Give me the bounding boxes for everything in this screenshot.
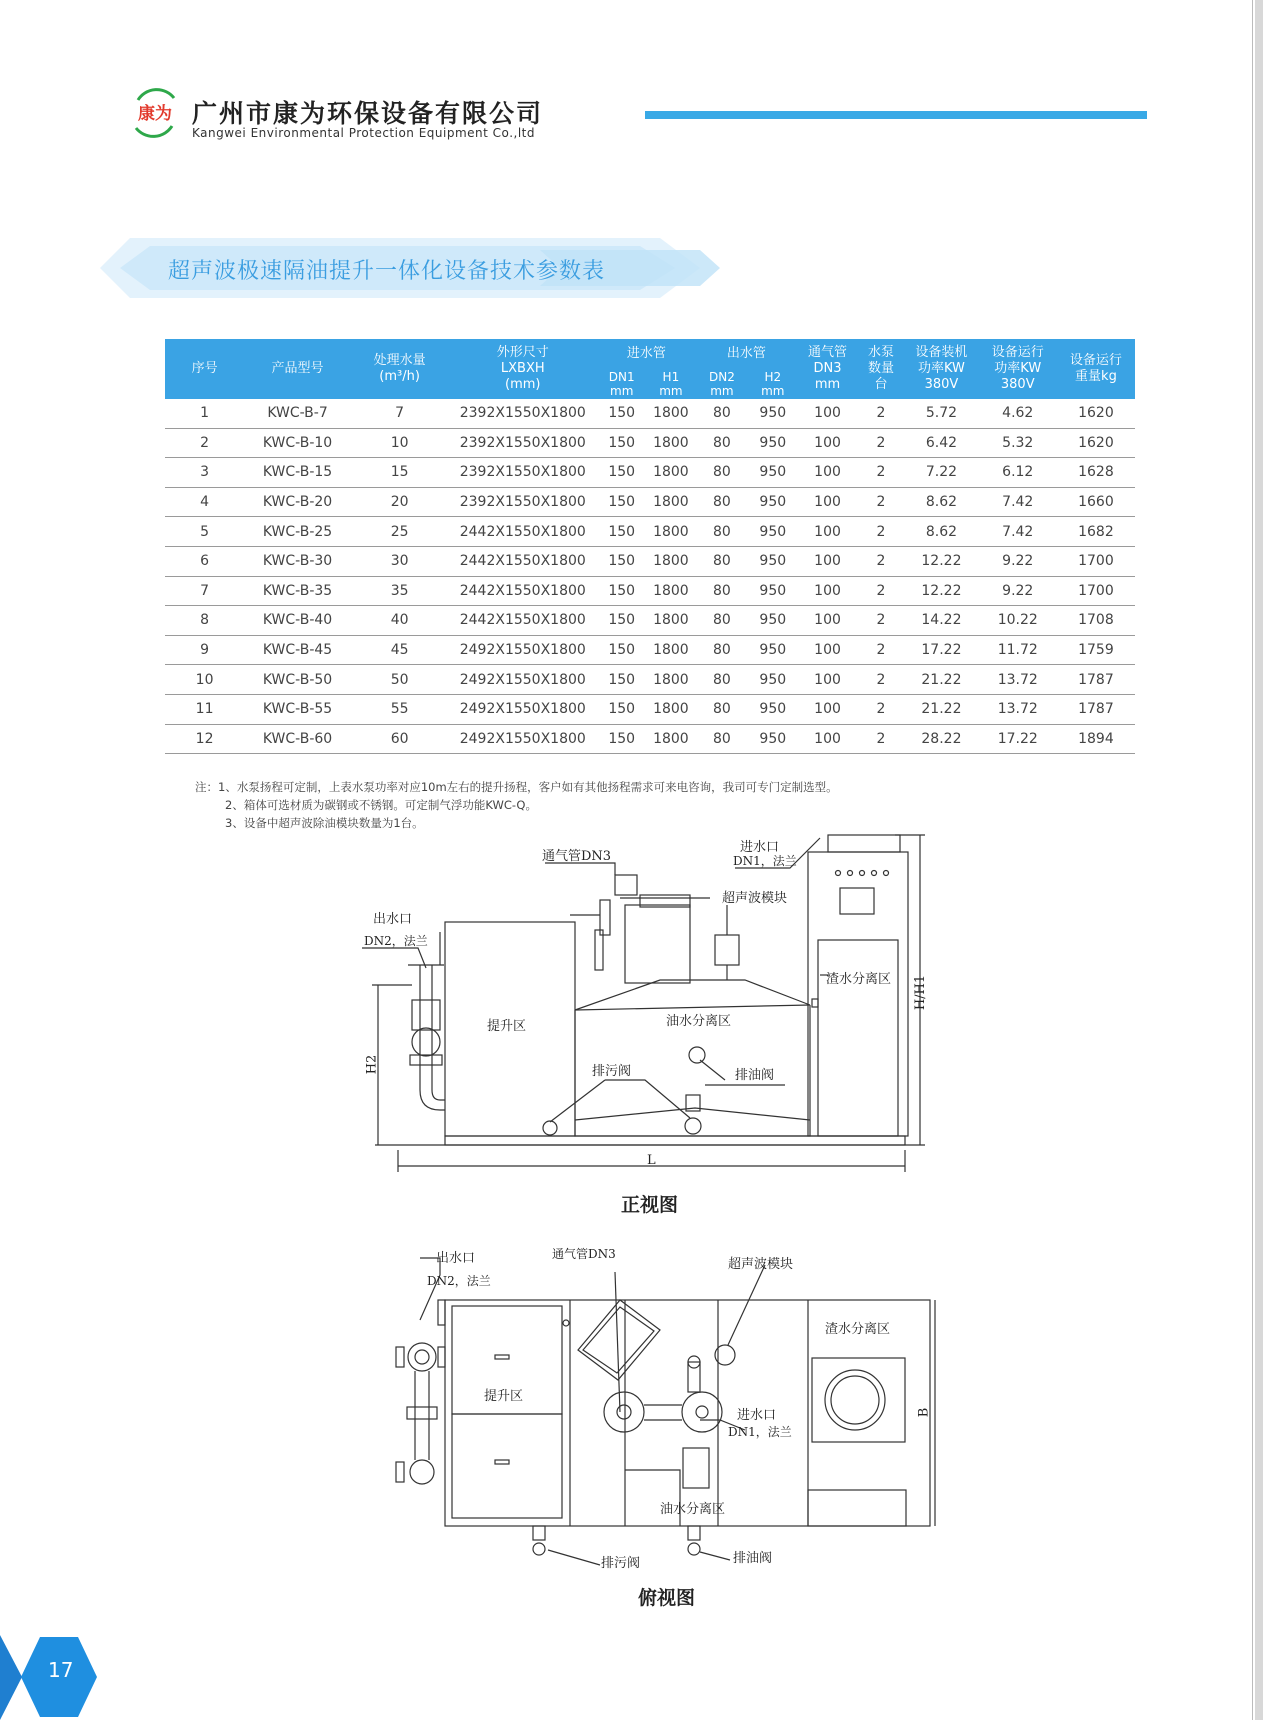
table-cell: KWC-B-35 [244,576,351,606]
front-oil-water-zone-label: 油水分离区 [666,1014,732,1029]
table-cell: 2 [858,635,904,665]
table-cell: 2 [858,517,904,547]
header-install-power: 设备装机 功率KW 380V [915,345,968,392]
front-slag-zone-label: 渣水分离区 [826,972,892,987]
top-dim-b: B [916,1407,932,1418]
table-cell: 50 [351,665,448,695]
header-inlet: 进水管 [626,346,666,361]
table-cell: 2442X1550X1800 [448,606,597,636]
front-inlet-label: 进水口 [740,840,780,855]
table-cell: 8.62 [904,487,978,517]
top-inlet-label: 进水口 [737,1408,777,1423]
table-cell: 950 [748,576,797,606]
table-cell: 80 [696,724,749,754]
table-cell: 8 [165,606,244,636]
top-outlet-spec-label: DN2，法兰 [427,1274,491,1288]
top-lift-zone-label: 提升区 [484,1389,524,1404]
note-1: 注：1、水泵扬程可定制，上表水泵功率对应10m左右的提升扬程，客户如有其他扬程需求可来电咨询，我司可专门定制选型。 [195,780,838,794]
table-cell: 1800 [646,458,695,488]
table-cell: 1800 [646,635,695,665]
table-cell: 950 [748,487,797,517]
table-cell: 1800 [646,576,695,606]
table-cell: 1800 [646,606,695,636]
header-pump: 水泵 数量 台 [868,345,895,392]
table-cell: 13.72 [979,665,1057,695]
table-cell: 21.22 [904,665,978,695]
table-cell: KWC-B-10 [244,428,351,458]
table-cell: 14.22 [904,606,978,636]
table-cell: 2392X1550X1800 [448,399,597,428]
svg-text:康为: 康为 [138,104,172,124]
top-view-caption: 俯视图 [638,1587,696,1609]
top-oil-water-zone-label: 油水分离区 [660,1502,726,1517]
table-cell: KWC-B-60 [244,724,351,754]
header-model: 产品型号 [271,361,324,376]
front-outlet-spec-label: DN2，法兰 [364,934,428,948]
table-cell: 13.72 [979,694,1057,724]
table-cell: 150 [597,665,646,695]
front-vent-pipe-label: 通气管DN3 [542,849,612,864]
table-cell: 2 [858,665,904,695]
table-cell: 2492X1550X1800 [448,665,597,695]
table-cell: 10 [351,428,448,458]
table-cell: 10 [165,665,244,695]
table-cell: 2492X1550X1800 [448,635,597,665]
table-cell: 1800 [646,546,695,576]
company-name-cn: 广州市康为环保设备有限公司 [192,99,544,128]
top-oil-valve-label: 排油阀 [733,1551,773,1566]
table-cell: 100 [797,399,858,428]
table-cell: 150 [597,694,646,724]
table-cell: 1800 [646,399,695,428]
table-cell: KWC-B-40 [244,606,351,636]
table-cell: 5.32 [979,428,1057,458]
table-cell: 5 [165,517,244,547]
table-cell: KWC-B-20 [244,487,351,517]
table-cell: 950 [748,458,797,488]
table-cell: 2392X1550X1800 [448,428,597,458]
table-cell: 5.72 [904,399,978,428]
table-cell: KWC-B-30 [244,546,351,576]
front-dim-h2: H2 [364,1054,380,1075]
table-cell: 80 [696,635,749,665]
table-cell: 21.22 [904,694,978,724]
header-vent: 通气管 DN3 mm [808,345,848,392]
table-cell: 150 [597,428,646,458]
top-vent-pipe-label: 通气管DN3 [552,1247,616,1261]
table-cell: 950 [748,517,797,547]
front-outlet-label: 出水口 [373,912,413,927]
table-cell: 12 [165,724,244,754]
table-cell: KWC-B-50 [244,665,351,695]
table-cell: 80 [696,517,749,547]
table-cell: 100 [797,458,858,488]
table-cell: 2 [858,724,904,754]
header-no: 序号 [191,361,218,376]
table-cell: 1787 [1057,665,1135,695]
table-cell: 100 [797,694,858,724]
table-cell: 100 [797,428,858,458]
table-cell: 1800 [646,694,695,724]
table-cell: 1800 [646,487,695,517]
table-cell: 2 [858,694,904,724]
page-title: 超声波极速隔油提升一体化设备技术参数表 [168,259,606,284]
table-cell: 9.22 [979,576,1057,606]
table-cell: 9 [165,635,244,665]
table-cell: 2 [858,576,904,606]
table-cell: 2 [165,428,244,458]
table-cell: 3 [165,458,244,488]
table-cell: 80 [696,606,749,636]
table-cell: 100 [797,576,858,606]
page-number: 17 [48,1658,74,1682]
front-view-drawing [362,835,925,1172]
table-cell: 950 [748,428,797,458]
table-cell: KWC-B-45 [244,635,351,665]
header-h2: H2 mm [761,370,785,398]
table-cell: 45 [351,635,448,665]
header-run-power: 设备运行 功率KW 380V [991,345,1044,392]
table-cell: 950 [748,606,797,636]
table-cell: 7.42 [979,487,1057,517]
table-cell: 7.22 [904,458,978,488]
table-cell: 80 [696,694,749,724]
table-cell: 150 [597,487,646,517]
table-cell: 80 [696,665,749,695]
table-cell: 100 [797,724,858,754]
top-inlet-spec-label: DN1，法兰 [728,1425,792,1439]
table-cell: 2392X1550X1800 [448,458,597,488]
table-cell: KWC-B-55 [244,694,351,724]
table-cell: 1787 [1057,694,1135,724]
front-view-caption: 正视图 [621,1194,679,1216]
table-cell: 1800 [646,665,695,695]
table-cell: 150 [597,635,646,665]
table-cell: 2 [858,606,904,636]
table-cell: 28.22 [904,724,978,754]
table-cell: 80 [696,576,749,606]
top-drain-valve-label: 排污阀 [601,1556,641,1571]
table-cell: 35 [351,576,448,606]
table-cell: 7 [165,576,244,606]
table-cell: 1800 [646,724,695,754]
table-cell: 100 [797,606,858,636]
table-cell: 7.42 [979,517,1057,547]
table-cell: 12.22 [904,546,978,576]
front-inlet-spec-label: DN1，法兰 [733,854,797,868]
table-cell: 1628 [1057,458,1135,488]
table-cell: 150 [597,458,646,488]
table-cell: 2442X1550X1800 [448,546,597,576]
table-cell: 55 [351,694,448,724]
note-3: 3、设备中超声波除油模块数量为1台。 [225,816,424,830]
table-cell: 100 [797,635,858,665]
table-cell: 2 [858,546,904,576]
table-cell: 1682 [1057,517,1135,547]
table-cell: 950 [748,546,797,576]
table-cell: 8.62 [904,517,978,547]
table-cell: 6.42 [904,428,978,458]
table-cell: 1800 [646,517,695,547]
table-cell: 7 [351,399,448,428]
table-cell: 950 [748,724,797,754]
table-cell: 25 [351,517,448,547]
table-cell: 30 [351,546,448,576]
header-flow: 处理水量 (m³/h) [373,353,426,384]
top-ultrasonic-label: 超声波模块 [728,1257,794,1272]
top-view-drawing [396,1258,935,1565]
table-cell: 9.22 [979,546,1057,576]
table-cell: 2442X1550X1800 [448,517,597,547]
front-oil-valve-label: 排油阀 [735,1068,775,1083]
front-dim-l: L [647,1153,656,1168]
table-cell: 4.62 [979,399,1057,428]
table-cell: 4 [165,487,244,517]
header-weight: 设备运行 重量kg [1069,353,1122,384]
table-cell: KWC-B-25 [244,517,351,547]
table-cell: 150 [597,399,646,428]
table-cell: 80 [696,428,749,458]
table-cell: 150 [597,576,646,606]
table-cell: 100 [797,517,858,547]
company-name-en: Kangwei Environmental Protection Equipment Co.,ltd [192,126,535,140]
table-cell: 150 [597,517,646,547]
table-cell: 1 [165,399,244,428]
table-cell: 100 [797,487,858,517]
table-cell: 6.12 [979,458,1057,488]
table-cell: 1620 [1057,399,1135,428]
table-cell: 60 [351,724,448,754]
table-cell: 1700 [1057,576,1135,606]
table-cell: KWC-B-15 [244,458,351,488]
front-ultrasonic-label: 超声波模块 [722,891,788,906]
table-cell: 1700 [1057,546,1135,576]
table-cell: 1894 [1057,724,1135,754]
header-outlet: 出水管 [726,346,766,361]
table-cell: 100 [797,546,858,576]
front-drain-valve-label: 排污阀 [592,1064,632,1079]
table-cell: 11.72 [979,635,1057,665]
table-cell: 6 [165,546,244,576]
table-cell: 10.22 [979,606,1057,636]
table-cell: 2392X1550X1800 [448,487,597,517]
table-cell: 11 [165,694,244,724]
table-cell: 950 [748,399,797,428]
table-cell: 950 [748,635,797,665]
table-cell: 80 [696,399,749,428]
table-cell: 2492X1550X1800 [448,724,597,754]
table-cell: 20 [351,487,448,517]
table-cell: 1708 [1057,606,1135,636]
table-cell: 150 [597,546,646,576]
header-dn1: DN1 mm [608,370,635,398]
table-cell: 17.22 [904,635,978,665]
table-cell: 80 [696,458,749,488]
table-cell: 2442X1550X1800 [448,576,597,606]
front-dim-h: H/H1 [913,974,929,1011]
table-cell: 40 [351,606,448,636]
table-cell: 2 [858,487,904,517]
table-cell: 1759 [1057,635,1135,665]
table-cell: 1620 [1057,428,1135,458]
table-cell: 150 [597,724,646,754]
header-h1: H1 mm [659,370,683,398]
top-slag-zone-label: 渣水分离区 [825,1322,891,1337]
table-cell: 2 [858,399,904,428]
header-dn2: DN2 mm [709,370,735,398]
table-cell: 950 [748,694,797,724]
top-outlet-label: 出水口 [436,1251,476,1266]
table-cell: 80 [696,546,749,576]
front-lift-zone-label: 提升区 [487,1019,527,1034]
table-cell: KWC-B-7 [244,399,351,428]
table-cell: 2 [858,428,904,458]
table-cell: 1660 [1057,487,1135,517]
table-cell: 950 [748,665,797,695]
note-2: 2、箱体可选材质为碳钢或不锈钢。可定制气浮功能KWC-Q。 [225,798,537,812]
table-cell: 17.22 [979,724,1057,754]
table-cell: 2 [858,458,904,488]
table-cell: 12.22 [904,576,978,606]
table-cell: 15 [351,458,448,488]
table-cell: 100 [797,665,858,695]
table-cell: 150 [597,606,646,636]
table-cell: 2492X1550X1800 [448,694,597,724]
table-cell: 1800 [646,428,695,458]
header-size: 外形尺寸 LXBXH (mm) [496,345,549,392]
table-cell: 80 [696,487,749,517]
